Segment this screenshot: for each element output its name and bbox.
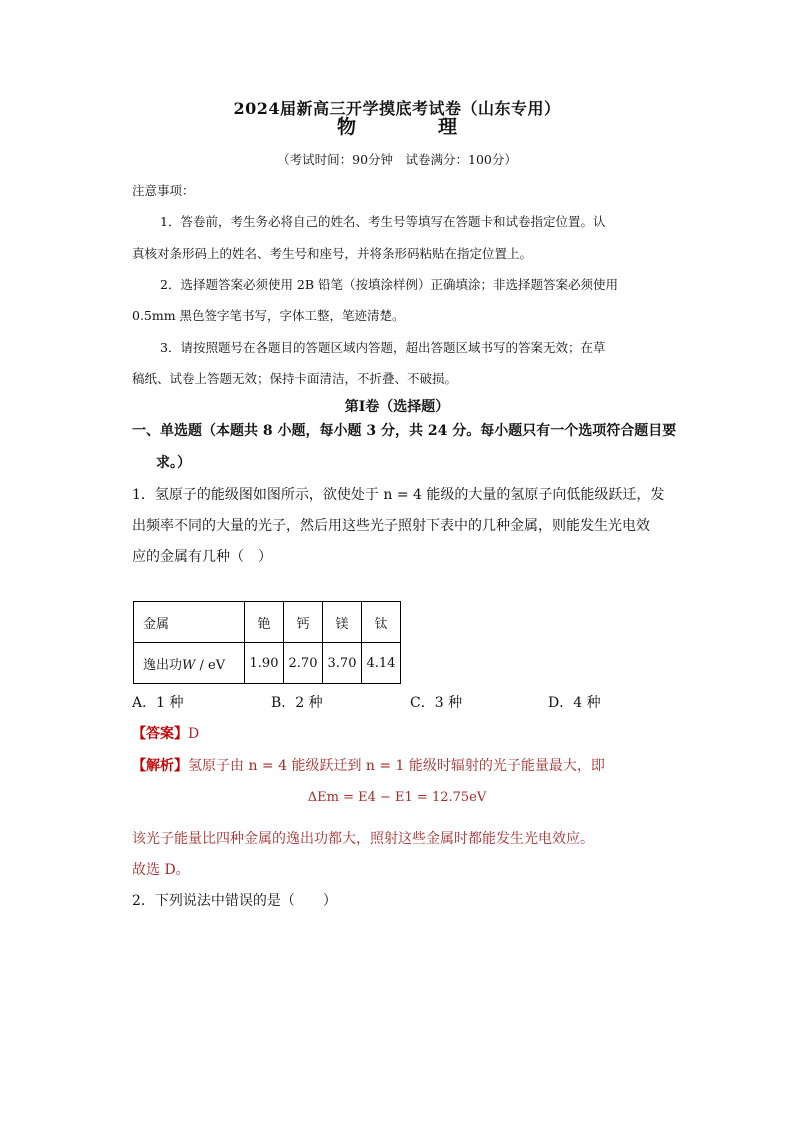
table-cell-header-magnesium: 镁 [323, 602, 362, 643]
section-instruction-line1: 一、单选题（本题共 8 小题，每小题 3 分，共 24 分。每小题只有一个选项符合题目要 [132, 423, 677, 439]
option-a: A．1 种 [132, 695, 184, 711]
notice-item-3-line2: 稿纸、试卷上答题无效；保持卡面清洁，不折叠、不破损。 [132, 371, 458, 386]
analysis-tag: 【解析】 [132, 758, 188, 774]
table-cell-value-calcium: 2.70 [284, 643, 323, 684]
table-cell-header-titanium: 钛 [362, 602, 401, 643]
analysis-line1 [132, 755, 605, 775]
analysis-text: 氢原子由 n = 4 能级跃迁到 n = 1 能级时辐射的光子能量最大，即 [188, 758, 605, 774]
table-cell-header-calcium: 钙 [284, 602, 323, 643]
table-row [134, 643, 401, 684]
analysis-line2: 该光子能量比四种金属的逸出功都大，照射这些金属时都能发生光电效应。 [132, 831, 594, 847]
notice-item-1-line2: 真核对条形码上的姓名、考生号和座号，并将条形码粘贴在指定位置上。 [132, 246, 533, 261]
section-instruction-line2: 求。） [156, 455, 191, 471]
option-d: D．4 种 [548, 695, 601, 711]
table-cell-header-metal: 金属 [134, 602, 245, 643]
section-title: 第Ⅰ卷（选择题） [344, 399, 450, 415]
notice-item-2-line1: 2．选择题答案必须使用 2B 铅笔（按填涂样例）正确填涂；非选择题答案必须使用 [160, 277, 619, 292]
question1-line1: 1．氢原子的能级图如图所示，欲使处于 n = 4 能级的大量的氢原子向低能级跃迁，发 [132, 487, 665, 503]
subject-char-right: 理 [438, 116, 458, 138]
question1-line3: 应的金属有几种（ ） [132, 549, 272, 565]
conclusion: 故选 D。 [132, 862, 190, 878]
question2-line1: 2．下列说法中错误的是（ ） [132, 893, 337, 909]
table-cell-header-cesium: 铯 [245, 602, 284, 643]
subject-char-left: 物 [336, 116, 356, 138]
notice-item-2-line2: 0.5mm 黑色签字笔书写，字体工整，笔迹清楚。 [132, 308, 405, 323]
work-function-table [133, 601, 401, 684]
exam-info: （考试时间：90分钟 试卷满分：100分） [277, 152, 517, 167]
answer-value: D [188, 726, 200, 742]
table-cell-work-function-label: 逸出功W / eV [134, 643, 245, 684]
notice-item-1-line1: 1．答卷前，考生务必将自己的姓名、考生号等填写在答题卡和试卷指定位置。认 [160, 214, 606, 229]
notice-item-3-line1: 3．请按照题号在各题目的答题区域内答题，超出答题区域书写的答案无效；在草 [160, 340, 606, 355]
option-c: C．3 种 [410, 695, 463, 711]
table-cell-value-titanium: 4.14 [362, 643, 401, 684]
subject-heading [0, 112, 794, 139]
option-b: B．2 种 [271, 695, 323, 711]
answer-tag: 【答案】 [132, 726, 188, 742]
answer-line [132, 723, 199, 743]
question1-line2: 出频率不同的大量的光子，然后用这些光子照射下表中的几种金属，则能发生光电效 [132, 518, 650, 534]
notice-title: 注意事项： [132, 183, 195, 198]
table-cell-value-cesium: 1.90 [245, 643, 284, 684]
table-cell-value-magnesium: 3.70 [323, 643, 362, 684]
table-header-row [134, 602, 401, 643]
energy-formula: ΔEm = E4 − E1 = 12.75eV [307, 790, 487, 805]
exam-title: 2024届新高三开学摸底考试卷（山东专用） [233, 99, 561, 118]
